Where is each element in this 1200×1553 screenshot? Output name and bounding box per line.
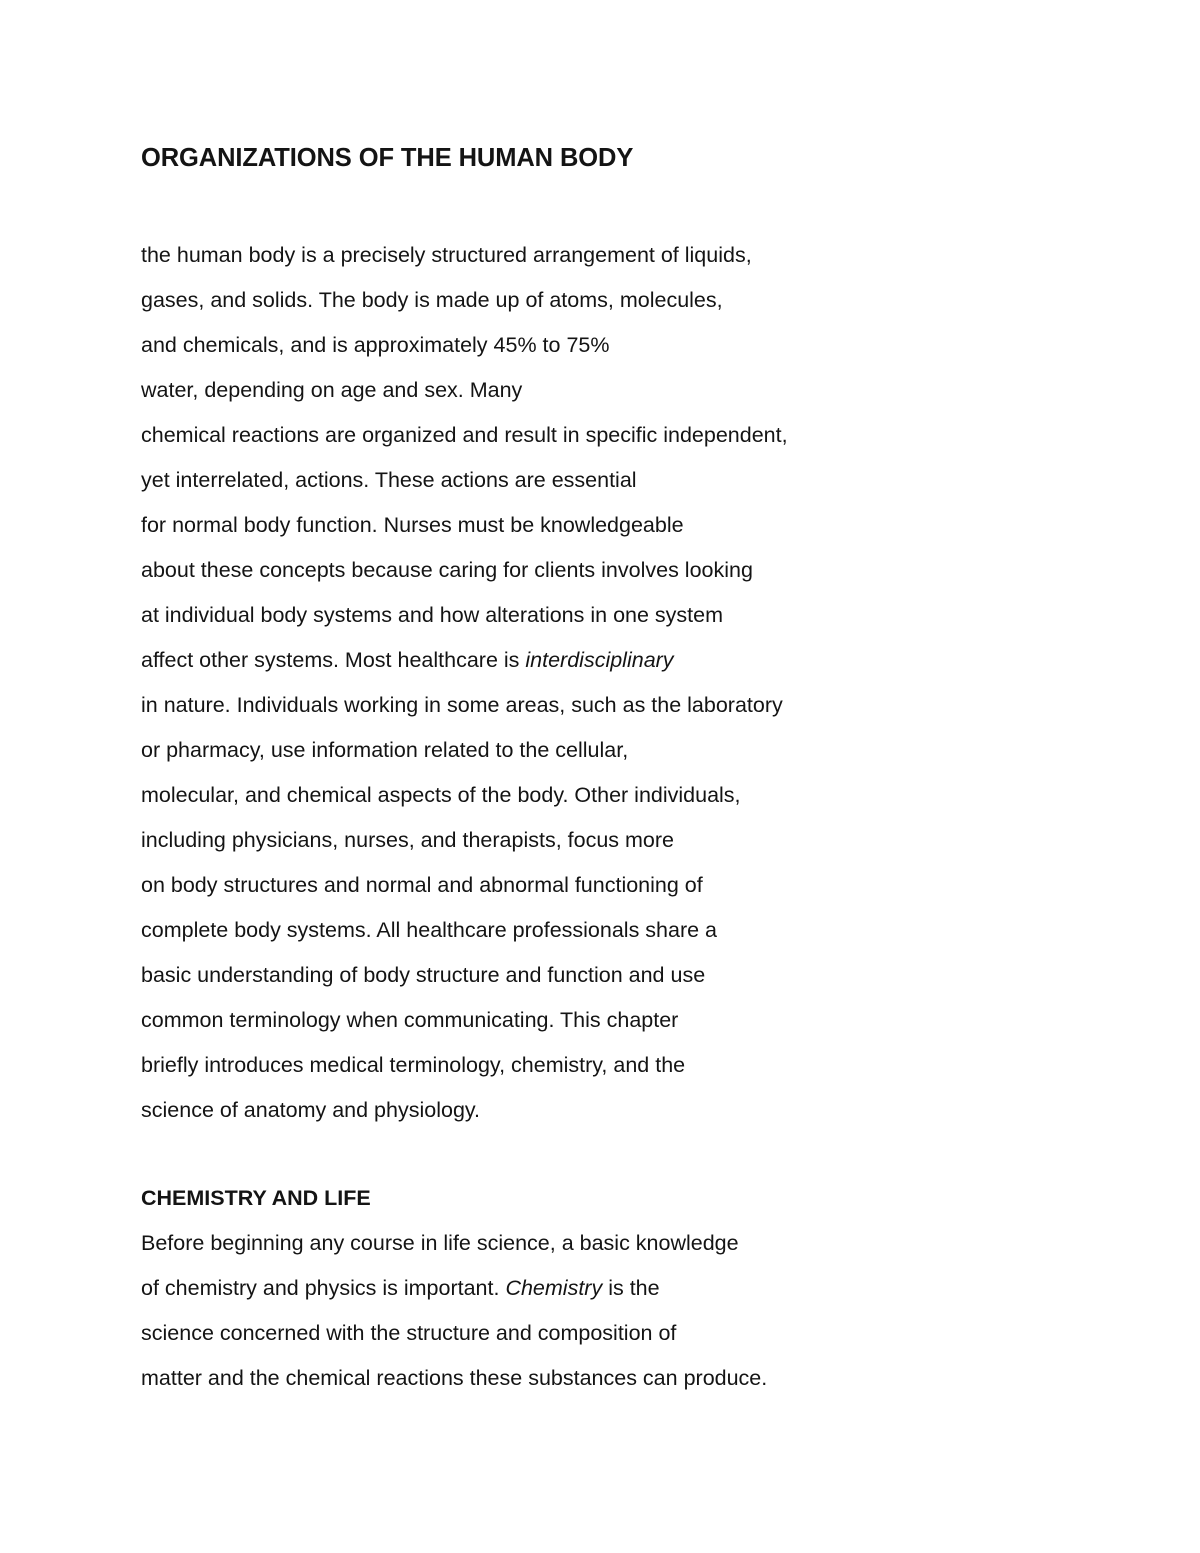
text-line: basic understanding of body structure and function and use <box>141 963 706 987</box>
text-line: briefly introduces medical terminology, chemistry, and the <box>141 1053 686 1077</box>
page-title: ORGANIZATIONS OF THE HUMAN BODY <box>141 144 634 172</box>
text-line: water, depending on age and sex. Many <box>141 378 523 402</box>
text-line: chemical reactions are organized and result in specific independent, <box>141 423 788 447</box>
text-line <box>141 638 788 683</box>
section-heading: CHEMISTRY AND LIFE <box>141 1186 371 1210</box>
text-line: in nature. Individuals working in some areas, such as the laboratory <box>141 693 783 717</box>
text-line: including physicians, nurses, and therapists, focus more <box>141 828 674 852</box>
text-line: molecular, and chemical aspects of the body. Other individuals, <box>141 783 741 807</box>
text-line: for normal body function. Nurses must be knowledgeable <box>141 513 684 537</box>
text-line: about these concepts because caring for clients involves looking <box>141 558 753 582</box>
text-line: complete body systems. All healthcare professionals share a <box>141 918 718 942</box>
text-line: yet interrelated, actions. These actions are essential <box>141 468 637 492</box>
text-line: matter and the chemical reactions these substances can produce. <box>141 1366 768 1390</box>
text-line: common terminology when communicating. This chapter <box>141 1008 679 1032</box>
intro-paragraph <box>141 233 788 1133</box>
text-segment: is the <box>602 1276 660 1300</box>
text-line: and chemicals, and is approximately 45% to 75% <box>141 333 610 357</box>
text-segment: of chemistry and physics is important. <box>141 1276 506 1300</box>
text-line: science of anatomy and physiology. <box>141 1098 481 1122</box>
section-paragraph <box>141 1221 767 1401</box>
text-line: science concerned with the structure and composition of <box>141 1321 677 1345</box>
text-line: Before beginning any course in life science, a basic knowledge <box>141 1231 739 1255</box>
text-line: the human body is a precisely structured arrangement of liquids, <box>141 243 752 267</box>
text-line: at individual body systems and how alterations in one system <box>141 603 724 627</box>
italic-term: interdisciplinary <box>525 648 674 672</box>
text-line: gases, and solids. The body is made up of atoms, molecules, <box>141 288 723 312</box>
italic-term: Chemistry <box>505 1276 603 1300</box>
text-line: on body structures and normal and abnormal functioning of <box>141 873 703 897</box>
text-line <box>141 1266 767 1311</box>
text-line: or pharmacy, use information related to the cellular, <box>141 738 629 762</box>
text-segment: affect other systems. Most healthcare is <box>141 648 526 672</box>
